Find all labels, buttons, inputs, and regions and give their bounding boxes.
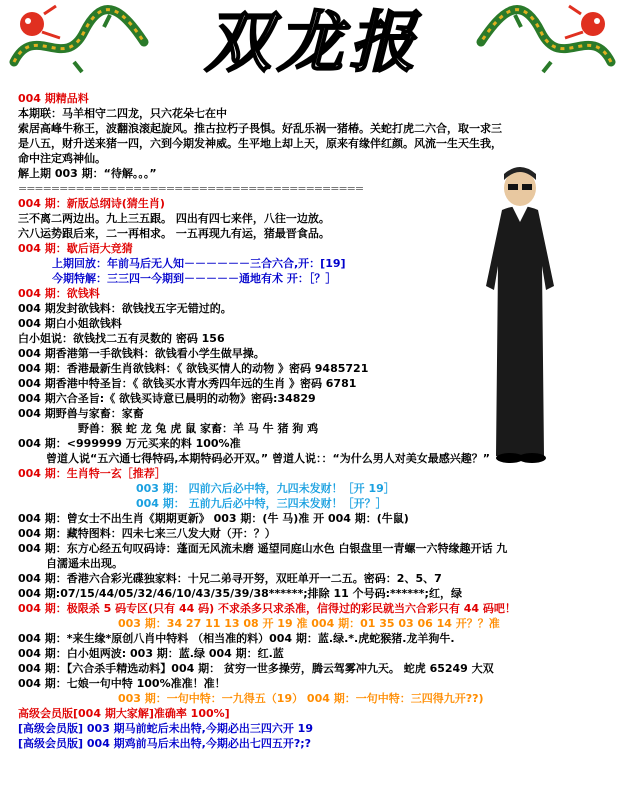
text-line: 004 期：曾女士不出生肖《期期更新》 003 期：(牛 马)准 开 004 期：(牛鼠) xyxy=(18,512,409,525)
text-line: 高级会员版[004 期大家解]准确率 100%] xyxy=(18,707,230,720)
text-line: 004 期：歇后语大竞猜 xyxy=(18,242,133,255)
article-lines xyxy=(18,92,618,752)
text-line: 今期特解：三三四一今期到－－－－－通地有术 开：［？］ xyxy=(52,272,337,285)
dragon-left-icon xyxy=(4,2,154,82)
text-line: 004 期精品料 xyxy=(18,92,89,105)
text-line: 004 期：七娘一句中特 100%准准！准！ xyxy=(18,677,226,690)
dragon-right-icon xyxy=(471,2,621,82)
text-line: 004 期：香港最新生肖欲钱料：《 欲钱买情人的动物 》密码 9485721 xyxy=(18,362,369,375)
text-line: 三不离二两边出。九上三五跟。 四出有四七来伴，八往一边放。 xyxy=(18,212,330,225)
text-line: 自濡遥未出现。 xyxy=(46,557,123,570)
text-line: 曾道人说“五六通七得特码,本期特码必开双。” 曾道人说：：“为什么男人对美女最感兴趣？” xyxy=(46,452,490,465)
text-line: 004 期白小姐欲钱料 xyxy=(18,317,122,330)
text-line: 004 期：白小姐两波: 003 期：蓝.绿 004 期：红.蓝 xyxy=(18,647,284,660)
text-line: 野兽：猴 蛇 龙 兔 虎 鼠 家畜：羊 马 牛 猪 狗 鸡 xyxy=(78,422,319,435)
text-line: 004 期：欲钱料 xyxy=(18,287,100,300)
text-line: 003 期： 四前六后必中特，九四未发财！［开 19］ xyxy=(136,482,395,495)
text-line: 004 期六合圣旨:《 欲钱买诗意已晨明的动物》密码:34829 xyxy=(18,392,316,405)
text-line: [高级会员版] 004 期鸡前马后未出特,今期必出七四五开?;? xyxy=(18,737,312,750)
text-line: 六八运势跟后来，二一再相求。 一五再现九有运，猪最晋食品。 xyxy=(18,227,330,240)
article-content xyxy=(18,92,618,752)
text-line: 004 期：新版总纲诗(猜生肖) xyxy=(18,197,165,210)
text-line: 004 期：【六合杀手精选动料】004 期： 贫穷一世多操劳，腾云驾雾冲九天。 蛇虎 65249 大双 xyxy=(18,662,494,675)
text-line: 003 期：34 27 11 13 08 开 19 准 004 期：01 35 03 06 14 开？？准 xyxy=(118,617,500,630)
text-line: 004 期:07/15/44/05/32/46/10/43/35/39/38******;排除 11 个号码:******;红，绿 xyxy=(18,587,462,600)
text-line: 004 期： 五前九后必中特，三四未发财！［开？］ xyxy=(136,497,387,510)
text-line: 004 期：生肖特一玄［推荐］ xyxy=(18,467,166,480)
text-line: [高级会员版] 003 期马前蛇后未出特,今期必出三四六开 19 xyxy=(18,722,313,735)
text-line: 004 期香港中特圣旨：《 欲钱买水青水秀四年远的生肖 》密码 6781 xyxy=(18,377,357,390)
text-line: 命中注定鸡神仙。 xyxy=(18,152,106,165)
text-line: 004 期香港第一手欲钱料：欲钱看小学生做早操。 xyxy=(18,347,265,360)
text-line: 本期联：马羊相守二四龙，只六花朵七在中 xyxy=(18,107,227,120)
text-line: 004 期：藏特图料：四未七来三八发大财（开：？） xyxy=(18,527,276,540)
text-line: 004 期：香港六合彩光碟独家料：十兄二弟寻开努，双旺单开一二五。密码：2、5、7 xyxy=(18,572,442,585)
text-line: 004 期：*来生缘*原创八肖中特料 （相当准的料）004 期：蓝.绿.*.虎蛇猴猪.龙羊狗牛. xyxy=(18,632,455,645)
text-line: 004 期：<999999 万元买来的料 100%准 xyxy=(18,437,241,450)
text-line: 004 期野兽与家畜：家畜 xyxy=(18,407,144,420)
text-line: 004 期：极限杀 5 码专区(只有 44 码) 不求杀多只求杀准，信得过的彩民就当六合彩只有 44 码吧！ xyxy=(18,602,516,615)
text-line: 上期回放：年前马后无人知－－－－－－三合六合,开：[19] xyxy=(52,257,346,270)
text-line: 004 期发封欲钱料：欲钱找五字无错过的。 xyxy=(18,302,232,315)
text-line: 003 期：一句中特：一九得五（19） 004 期：一句中特：三四得九开??) xyxy=(118,692,484,705)
text-line: 白小姐说：欲钱找二五有灵数的 密码 156 xyxy=(18,332,225,345)
header xyxy=(0,0,625,92)
text-line: 解上期 003 期：“待解。。。” xyxy=(18,167,157,180)
text-line: 是八五，财升送来猪一四，六到今期发神威。生平地上却上天，原来有缘伴红颜。风流一生天生我， xyxy=(18,137,502,150)
text-line: 004 期：东方心经五句叹码诗：蓬面无风流未磨 遥望同庭山水色 白银盘里一青螺一六特缘趣开话 九 xyxy=(18,542,508,555)
text-line: 索居高峰牛称王，波翻浪滚起旋风。推古拉朽子畏惧。好乱乐祸一猪椿。关蛇打虎二六合，取一求三 xyxy=(18,122,502,135)
page-title: 双龙报 xyxy=(205,3,421,81)
text-line: ========================================== xyxy=(18,182,364,195)
